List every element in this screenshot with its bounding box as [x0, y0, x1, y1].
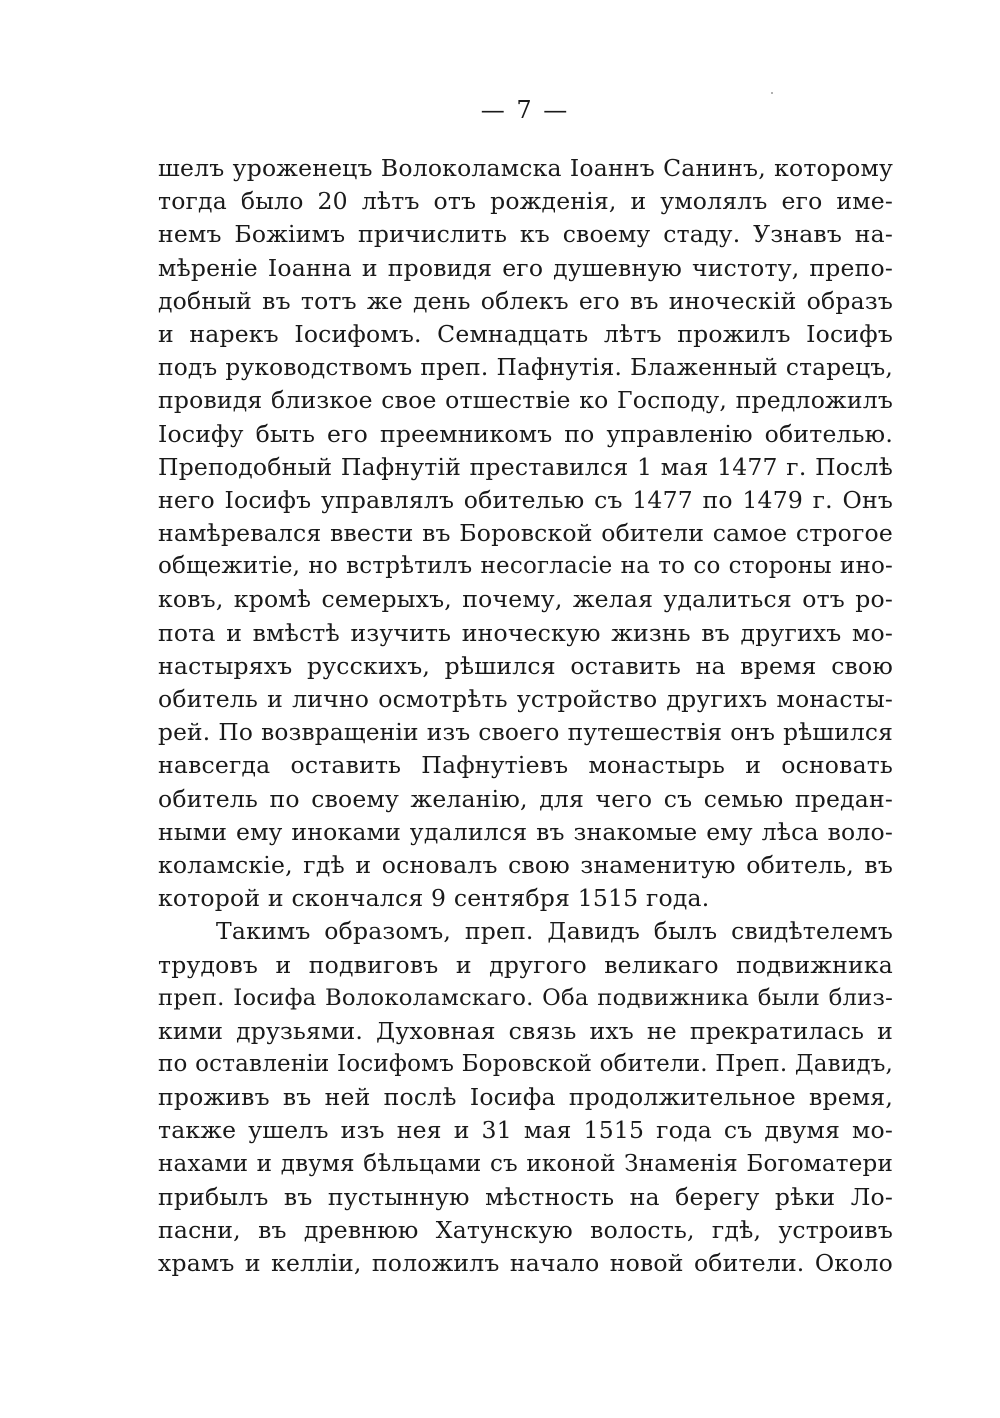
body-text [158, 152, 893, 1280]
text-line: обитель по своему желанію, для чего съ семью предан- [158, 784, 893, 813]
text-line: настыряхъ русскихъ, рѣшился оставить на время свою [158, 651, 893, 680]
text-line: шелъ уроженецъ Волоколамска Іоаннъ Санинъ, которому [158, 154, 893, 182]
text-line: прибылъ въ пустынную мѣстность на берегу рѣки Ло- [158, 1182, 893, 1211]
text-line: Преподобный Пафнутій преставился 1 мая 1477 г. Послѣ [158, 452, 893, 481]
text-line: трудовъ и подвиговъ и другого великаго подвижника [158, 950, 893, 979]
text-line: провидя близкое свое отшествіе ко Господу, предложилъ [158, 386, 893, 415]
text-line: коламскіе, гдѣ и основалъ свою знаменитую обитель, въ [158, 850, 893, 879]
text-line: Такимъ образомъ, преп. Давидъ былъ свидѣтелемъ [216, 917, 893, 946]
paragraph-2 [158, 915, 893, 1280]
text-line: и нарекъ Іосифомъ. Семнадцать лѣтъ прожилъ Іосифъ [158, 319, 893, 348]
text-line: которой и скончался 9 сентября 1515 года. [158, 884, 710, 913]
text-line: мѣреніе Іоанна и провидя его душевную чистоту, препо- [158, 253, 893, 282]
text-line: кими друзьями. Духовная связь ихъ не прекратилась и [158, 1016, 893, 1045]
paper-speck [771, 92, 773, 94]
text-line: подъ руководствомъ преп. Пафнутія. Блаженный старецъ, [158, 354, 893, 382]
text-line: навсегда оставить Пафнутіевъ монастырь и основать [158, 751, 893, 780]
text-line: проживъ въ ней послѣ Іосифа продолжительное время, [158, 1083, 893, 1112]
text-line: храмъ и келліи, положилъ начало новой обители. Около [158, 1249, 893, 1278]
text-line: общежитіе, но встрѣтилъ несогласіе на то со стороны ино- [158, 553, 893, 580]
text-line: него Іосифъ управлялъ обителью съ 1477 по 1479 г. Онъ [158, 485, 893, 514]
text-line: добный въ тотъ же день облекъ его въ иноческій образъ [158, 286, 893, 315]
text-line: нахами и двумя бѣльцами съ иконой Знаменія Богоматери [158, 1150, 893, 1177]
text-line: по оставленіи Іосифомъ Боровской обители. Преп. Давидъ, [158, 1051, 893, 1078]
paragraph-1 [158, 152, 893, 915]
text-line: ковъ, кромѣ семерыхъ, почему, желая удалиться отъ ро- [158, 585, 893, 614]
text-line: ными ему иноками удалился въ знакомые ему лѣса воло- [158, 817, 893, 846]
text-line: немъ Божіимъ причислить къ своему стаду. Узнавъ на- [158, 220, 893, 249]
text-line: Іосифу быть его преемникомъ по управленію обителью. [158, 419, 893, 448]
text-line: преп. Іосифа Волоколамскаго. Оба подвижника были близ- [158, 984, 893, 1011]
text-line: пасни, въ древнюю Хатунскую волость, гдѣ, устроивъ [158, 1216, 893, 1244]
text-line: пота и вмѣстѣ изучить иноческую жизнь въ другихъ мо- [158, 618, 893, 647]
page-number: — 7 — [480, 96, 570, 124]
text-line: тогда было 20 лѣтъ отъ рожденія, и умолялъ его име- [158, 187, 893, 216]
text-line: рей. По возвращеніи изъ своего путешествія онъ рѣшился [158, 719, 893, 747]
text-line: намѣревался ввести въ Боровской обители самое строгое [158, 519, 893, 548]
text-line: также ушелъ изъ нея и 31 мая 1515 года съ двумя мо- [158, 1116, 893, 1145]
text-line: обитель и лично осмотрѣть устройство другихъ монасты- [158, 685, 893, 713]
